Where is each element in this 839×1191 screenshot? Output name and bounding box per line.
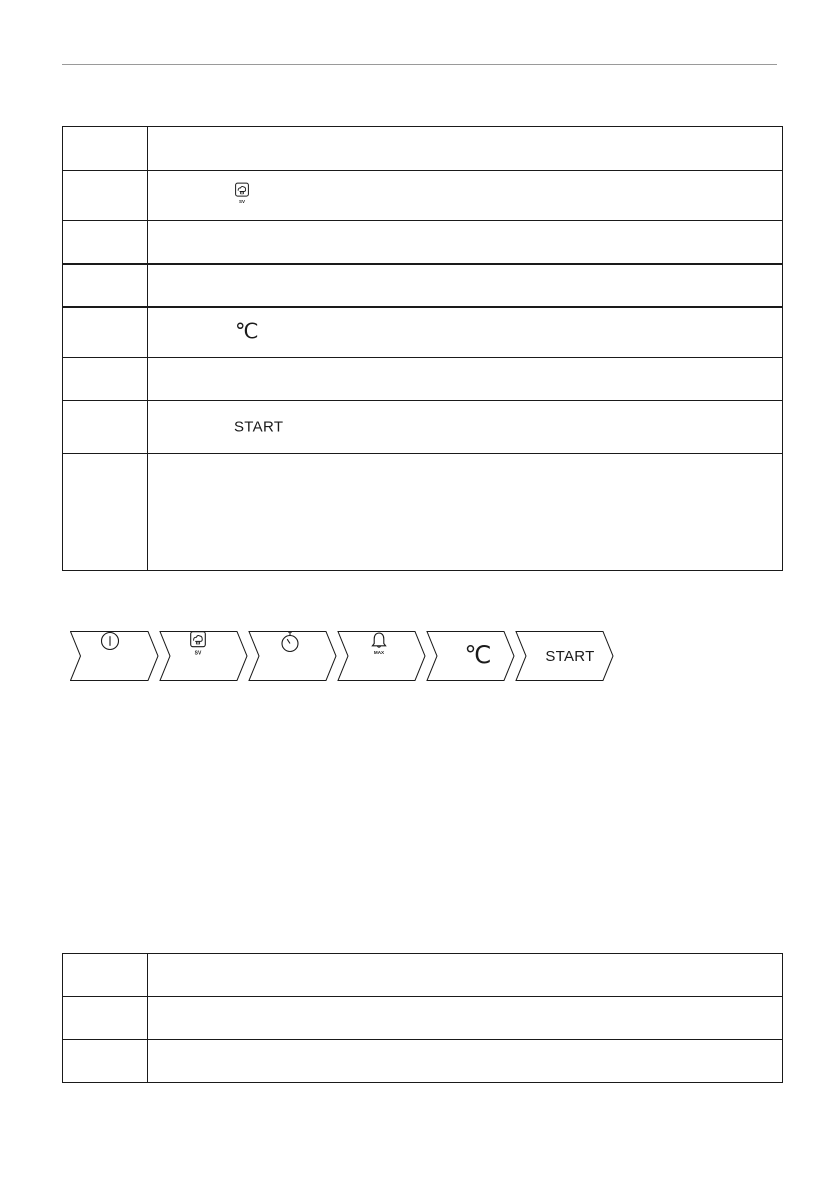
step-number-cell bbox=[63, 997, 148, 1040]
step-text-cell bbox=[148, 264, 783, 307]
step-number-cell bbox=[63, 127, 148, 171]
step-number-cell bbox=[63, 264, 148, 307]
step-text-cell bbox=[148, 307, 783, 358]
header-rule bbox=[62, 64, 777, 65]
table-row bbox=[63, 171, 783, 221]
step-text-cell bbox=[148, 954, 783, 997]
step-text-cell bbox=[148, 454, 783, 571]
step-text-cell bbox=[148, 401, 783, 454]
table-row bbox=[63, 954, 783, 997]
step-text-cell bbox=[148, 171, 783, 221]
celsius-symbol: ℃ bbox=[235, 320, 259, 344]
step-text-cell bbox=[148, 1040, 783, 1083]
sequence-step-timer bbox=[280, 631, 320, 681]
steps-table-bottom bbox=[62, 953, 783, 1083]
step-number-cell bbox=[63, 1040, 148, 1083]
svg-text:MAX: MAX bbox=[373, 650, 385, 655]
table-row bbox=[63, 997, 783, 1040]
svg-text:SV: SV bbox=[238, 198, 246, 204]
sequence-step-steam bbox=[190, 631, 230, 681]
steps-table bbox=[62, 126, 783, 571]
start-label: START bbox=[234, 418, 284, 436]
step-number-cell bbox=[63, 221, 148, 264]
step-text-cell bbox=[148, 221, 783, 264]
celsius-icon: ℃ bbox=[464, 642, 492, 669]
step-text-cell bbox=[148, 997, 783, 1040]
step-number-cell bbox=[63, 954, 148, 997]
table-row bbox=[63, 1040, 783, 1083]
start-label: START bbox=[545, 647, 595, 665]
sequence-step-alarm bbox=[370, 631, 410, 681]
sequence-step-power bbox=[100, 631, 142, 681]
table-row bbox=[63, 454, 783, 571]
sequence-step-temperature bbox=[456, 631, 500, 681]
table-row bbox=[63, 401, 783, 454]
steam-sv-icon bbox=[235, 182, 249, 209]
table-row bbox=[63, 264, 783, 307]
table-row bbox=[63, 307, 783, 358]
table-row bbox=[63, 358, 783, 401]
sequence-step-start bbox=[532, 631, 608, 681]
table-row bbox=[63, 127, 783, 171]
step-text-cell bbox=[148, 127, 783, 171]
table-row bbox=[63, 221, 783, 264]
step-number-cell bbox=[63, 171, 148, 221]
step-number-cell bbox=[63, 358, 148, 401]
step-number-cell bbox=[63, 307, 148, 358]
step-number-cell bbox=[63, 401, 148, 454]
step-text-cell bbox=[148, 358, 783, 401]
button-sequence-diagram bbox=[70, 631, 620, 681]
svg-text:SV: SV bbox=[194, 650, 202, 656]
step-number-cell bbox=[63, 454, 148, 571]
